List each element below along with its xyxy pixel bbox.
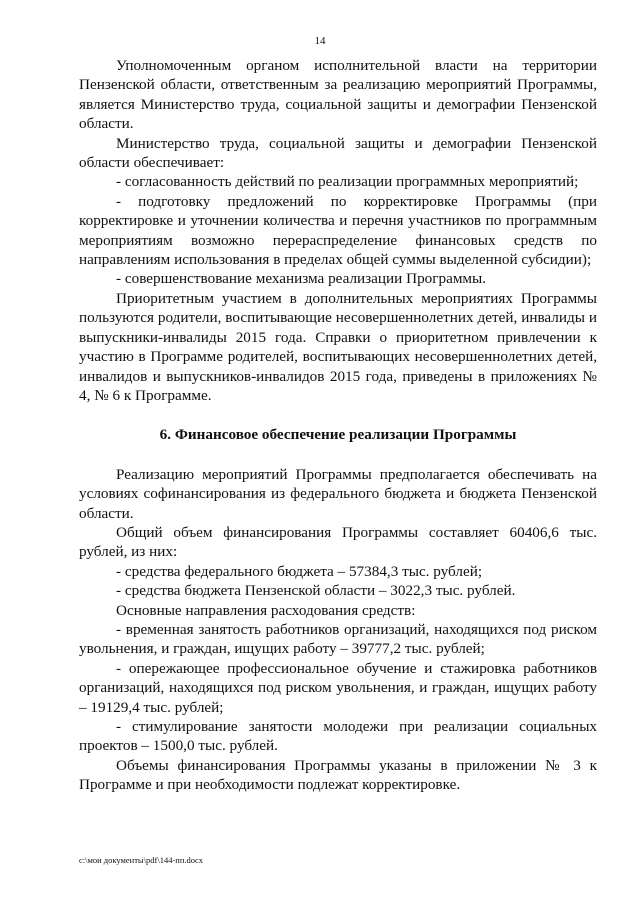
list-item-regional-budget: - средства бюджета Пензенской области – 3022,3 тыс. рублей. (116, 582, 516, 600)
section-heading-financing: 6. Финансовое обеспечение реализации Программы (159, 426, 517, 444)
footer-file-path: с:\мои документы\pdf\144-пп.docx (79, 855, 204, 865)
document-body (79, 56, 597, 795)
list-item-temporary-employment: - временная занятость работников организаций, находящихся под риском увольнения, и граждан, ищущих работу – 39777,2 тыс. рублей; (79, 620, 597, 658)
page-number: 14 (314, 35, 326, 47)
paragraph-priority-participation: Приоритетным участием в дополнительных мероприятиях Программы пользуются родители, воспитывающие несовершеннолетних детей, инвалиды и выпускники-инвалиды 2015 года. Справки о приоритетном привлечении к участию в Программе родителей, воспитывающих несовершеннолетних детей, инвалидов и выпускников-инвалидов 2015 года, приведены в приложениях № 4, № 6 к Программе. (79, 289, 597, 404)
list-item-youth-employment: - стимулирование занятости молодежи при реализации социальных проектов – 1500,0 тыс. рублей. (79, 718, 597, 755)
paragraph-funding-volumes: Объемы финансирования Программы указаны в приложении № 3 к Программе и при необходимости подлежат корректировке. (79, 756, 597, 794)
list-item-improvement: - совершенствование механизма реализации Программы. (116, 270, 487, 288)
paragraph-authorized-body: Уполномоченным органом исполнительной власти на территории Пензенской области, ответственным за реализацию мероприятий Программы, является Министерство труда, социальной защиты и демографии Пензенской области. (79, 57, 597, 133)
list-item-proposals: - подготовку предложений по корректировке Программы (при корректировке и уточнении количества и перечня участников по программным мероприятиям возможно перераспределение финансовых средств по направлениям использования в пределах общей суммы выделенной субсидии); (79, 192, 597, 269)
paragraph-spending-directions: Основные направления расходования средств: (116, 601, 416, 619)
list-item-coordination: - согласованность действий по реализации программных мероприятий; (116, 173, 579, 191)
list-item-advanced-training: - опережающее профессиональное обучение и стажировка работников организаций, находящихся под риском увольнения, и граждан, ищущих работу – 19129,4 тыс. рублей; (79, 659, 597, 716)
paragraph-ministry-provides: Министерство труда, социальной защиты и демографии Пензенской области обеспечивает: (79, 134, 597, 172)
paragraph-cofinancing: Реализацию мероприятий Программы предполагается обеспечивать на условиях софинансирования из федерального бюджета и бюджета Пензенской области. (79, 465, 597, 522)
list-item-federal-budget: - средства федерального бюджета – 57384,3 тыс. рублей; (116, 562, 483, 580)
paragraph-total-funding: Общий объем финансирования Программы составляет 60406,6 тыс. рублей, из них: (79, 523, 597, 561)
